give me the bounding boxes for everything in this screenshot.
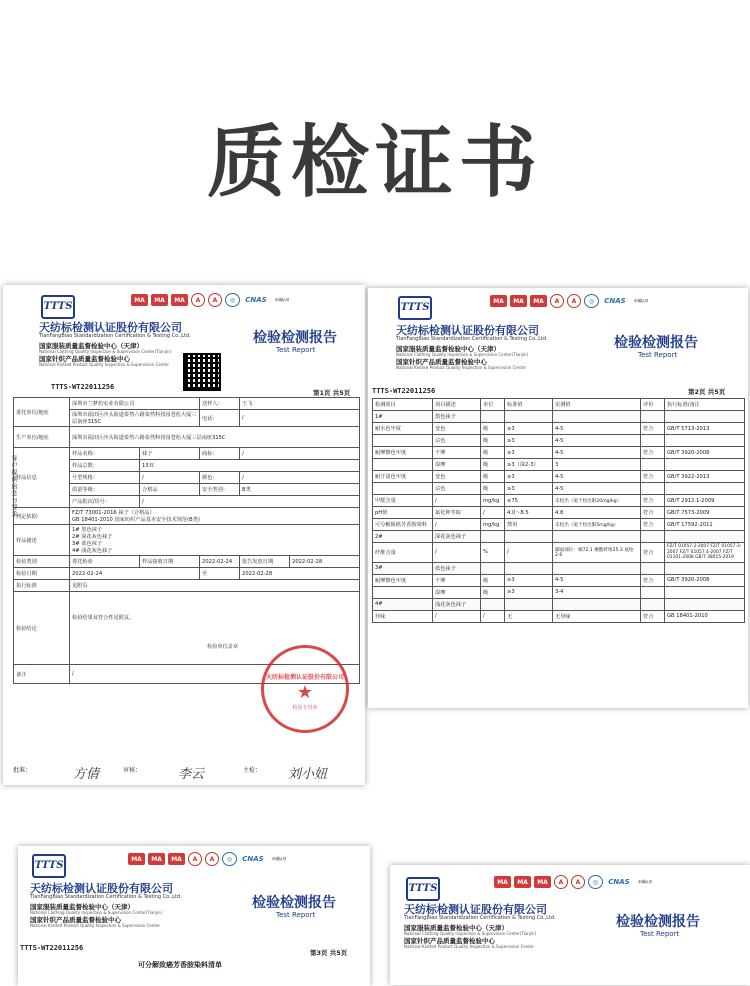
cal-mark-icon: A — [550, 294, 564, 308]
center-name-1-en: National Clothing Quality Inspection & Supervision Center(Tianjin) — [404, 931, 537, 936]
table-cell: 2# — [373, 531, 433, 543]
total-label: 样品总数： — [70, 460, 140, 472]
cma-mark-icon: MA — [534, 876, 551, 888]
center-name-1-en: National Clothing Quality Inspection & Supervision Center(Tianjin) — [396, 352, 529, 357]
center-name-2: 国家针织产品质量监督检验中心 — [396, 358, 487, 366]
cma-mark-icon: MA — [128, 853, 145, 865]
table-cell: GB/T 2912.1-2009 — [665, 495, 745, 507]
table-cell: 级 — [481, 423, 505, 435]
report-page-1 — [3, 285, 365, 785]
remark-label: 备注 — [14, 665, 70, 684]
table-cell: 甲醛含量 — [373, 495, 433, 507]
table-row — [373, 435, 745, 447]
table-cell: 4-5 — [553, 435, 641, 447]
cal-mark-icon: A — [554, 875, 568, 889]
table-row — [373, 483, 745, 495]
company-name-en: TianFangBiao Standardization Certification & Testing Co.,Ltd. — [404, 915, 556, 921]
table-cell: 符合 — [641, 574, 665, 586]
table-cell: 3# — [373, 562, 433, 574]
table-cell — [505, 531, 553, 543]
company-name-en: TianFangBiao Standardization Certification & Testing Co.,Ltd. — [30, 894, 182, 900]
table-cell — [641, 435, 665, 447]
report-number: TTTS-WT22011256 — [20, 944, 84, 952]
report-page-2 — [368, 288, 748, 708]
table-row — [373, 495, 745, 507]
table-row — [373, 411, 745, 423]
table-cell — [373, 435, 433, 447]
table-cell: / — [433, 519, 481, 531]
table-cell: 级 — [481, 435, 505, 447]
conclusion-label: 检验结论 — [14, 592, 70, 665]
table-cell: 湿摩 — [433, 586, 481, 598]
receive-label: 样品接收日期 — [140, 556, 200, 568]
table-cell: 级 — [481, 459, 505, 471]
table-cell — [505, 411, 553, 423]
company-name: 天纺标检测认证股份有限公司 — [404, 903, 547, 916]
center-name-2-en: National Knitted Product Quality Inspection & Supervision Center — [396, 365, 527, 370]
table-cell: ≤75 — [505, 495, 553, 507]
table-cell — [373, 586, 433, 598]
center-name-1: 国家服装质量监督检验中心（天津） — [30, 903, 134, 911]
table-row — [373, 531, 745, 543]
cert-marks — [494, 875, 655, 889]
center-name-2-en: National Knitted Product Quality Inspection & Supervision Center — [404, 944, 535, 949]
producer-value: 深圳市福田区沙头街道泰然六路泰然科技园苍松大厦三层南座315C — [70, 427, 360, 448]
table-cell — [641, 531, 665, 543]
ttts-logo: TTTS — [406, 877, 440, 901]
cma-mark-icon: MA — [530, 295, 547, 307]
report-form-table — [13, 397, 360, 684]
table-cell: 脚面部位：棉72.1 聚酯纤维25.3 氨纶2.6 — [553, 543, 641, 563]
report-subtitle: Test Report — [276, 346, 316, 354]
cal-mark-icon: A — [188, 852, 202, 866]
table-cell: ≥3 — [505, 586, 553, 598]
phone-value: / — [240, 410, 360, 427]
center-name-2-en: National Knitted Product Quality Inspection & Supervision Center — [30, 923, 161, 928]
table-cell — [665, 598, 745, 610]
table-cell: 变色 — [433, 471, 481, 483]
safety-label: 安全类别： — [200, 484, 240, 496]
table-cell: 4-5 — [553, 471, 641, 483]
page-number: 第1页 共5页 — [313, 389, 351, 397]
table-cell: 符合 — [641, 471, 665, 483]
cert-marks — [490, 294, 651, 308]
center-name-1: 国家服装质量监督检验中心（天津） — [39, 342, 143, 350]
table-cell: 4-5 — [553, 483, 641, 495]
cnas-mark-icon: CNAS — [602, 295, 628, 307]
table-cell: ≥3 — [505, 447, 553, 459]
table-cell — [553, 411, 641, 423]
table-cell: 4-5 — [553, 447, 641, 459]
table-cell: 深花灰色袜子 — [433, 531, 481, 543]
table-cell: GB/T 3922-2013 — [665, 471, 745, 483]
table-cell: ≥3 — [505, 435, 553, 447]
cma-mark-icon: MA — [131, 294, 148, 306]
table-cell: 级 — [481, 586, 505, 598]
remark: / — [70, 665, 360, 684]
table-cell: 符合 — [641, 447, 665, 459]
ilac-mark-icon: ◎ — [584, 294, 599, 308]
table-cell: 级 — [481, 447, 505, 459]
cal-mark-icon: A — [571, 875, 585, 889]
table-cell — [641, 459, 665, 471]
table-cell: mg/kg — [481, 495, 505, 507]
table-row — [373, 459, 745, 471]
table-cell — [481, 531, 505, 543]
table-cell: 级 — [481, 483, 505, 495]
report-date-label: 报告发放日期 — [240, 556, 290, 568]
table-cell: 4# — [373, 598, 433, 610]
table-cell: / — [505, 543, 553, 563]
report-page-3 — [18, 846, 370, 986]
cma-mark-icon: MA — [514, 876, 531, 888]
table-cell: 沾色 — [433, 435, 481, 447]
table-cell — [481, 411, 505, 423]
cert-marks — [128, 852, 289, 866]
cma-mark-icon: MA — [494, 876, 511, 888]
total: 13双 — [140, 460, 360, 472]
batch: / — [140, 496, 360, 508]
center-name-1: 国家服装质量监督检验中心（天津） — [404, 924, 508, 932]
table-cell: mg/kg — [481, 519, 505, 531]
table-cell — [665, 531, 745, 543]
receive-date: 2022-02-24 — [200, 556, 240, 568]
sender-label: 送样人： — [200, 398, 240, 410]
cnas-mark-icon: CNAS — [243, 294, 269, 306]
table-cell — [641, 483, 665, 495]
table-cell: ≥3 — [505, 471, 553, 483]
cnas-mark-icon: CNAS — [240, 853, 266, 865]
table-cell: 干摩 — [433, 574, 481, 586]
table-cell — [641, 411, 665, 423]
cnas-mark-icon: CNAS — [606, 876, 632, 888]
table-row — [373, 574, 745, 586]
report-number: TTTS-WT22011256 — [372, 387, 436, 395]
header-cell: 检测项目 — [373, 399, 433, 411]
table-cell: 符合 — [641, 423, 665, 435]
table-cell: 无异味 — [553, 610, 641, 622]
seal-label: 检验单位盖章 — [207, 644, 239, 650]
table-cell: / — [433, 610, 481, 622]
table-cell: / — [481, 610, 505, 622]
cma-mark-icon: MA — [168, 853, 185, 865]
table-cell: 耐摩擦色牢度 — [373, 574, 433, 586]
report-number: TTTS-WT22011256 — [51, 383, 115, 391]
table-cell: 4-5 — [553, 574, 641, 586]
accreditation-mark-icon: 中国认可 — [638, 879, 652, 884]
cal-mark-icon: A — [567, 294, 581, 308]
header-cell: 实测值 — [553, 399, 641, 411]
table-row — [373, 471, 745, 483]
client-label: 委托单位/地址 — [14, 398, 70, 427]
table-cell: GB/T 3920-2008 — [665, 447, 745, 459]
company-name: 天纺标检测认证股份有限公司 — [30, 882, 173, 895]
check-date-to: 2022-02-28 — [240, 568, 360, 580]
table-cell: 4-5 — [553, 423, 641, 435]
header-cell: 执行标准/备注 — [665, 399, 745, 411]
desc-value — [70, 525, 360, 556]
report-title: 检验检测报告 — [616, 914, 700, 930]
table-cell: 蓝色袜子 — [433, 562, 481, 574]
table-row — [373, 586, 745, 598]
sample-info-label: 样品信息 — [14, 448, 70, 508]
table-cell: 未检出（低于检出限20mg/kg） — [553, 495, 641, 507]
center-name-2: 国家针织产品质量监督检验中心 — [39, 355, 130, 363]
company-name: 天纺标检测认证股份有限公司 — [39, 321, 182, 334]
ttts-logo: TTTS — [41, 295, 75, 319]
report-date: 2022-02-28 — [290, 556, 360, 568]
header-cell: 标准值 — [505, 399, 553, 411]
report-subtitle: Test Report — [640, 930, 680, 938]
table-row — [373, 447, 745, 459]
accreditation-mark-icon: 中国认可 — [272, 856, 286, 861]
table-cell: 氯化钾萃取 — [433, 507, 481, 519]
phone-label: 电话： — [200, 410, 240, 427]
table-cell: 3 — [553, 459, 641, 471]
official-stamp — [261, 645, 349, 733]
table-cell: 纤维含量 — [373, 543, 433, 563]
table-cell — [665, 483, 745, 495]
table-cell: 符合 — [641, 507, 665, 519]
table-cell: 湿摩 — [433, 459, 481, 471]
ilac-mark-icon: ◎ — [588, 875, 603, 889]
table-cell: 变色 — [433, 423, 481, 435]
accreditation-mark-icon: 中国认可 — [634, 298, 648, 303]
table-cell: GB 18401-2010 — [665, 610, 745, 622]
table-cell: 级 — [481, 471, 505, 483]
table-cell — [481, 598, 505, 610]
table-cell: 4.8 — [553, 507, 641, 519]
table-cell: 可分解致癌芳香胺染料 — [373, 519, 433, 531]
table-cell: 符合 — [641, 495, 665, 507]
cma-mark-icon: MA — [151, 294, 168, 306]
table-cell — [665, 459, 745, 471]
report-subtitle: Test Report — [638, 351, 678, 359]
table-cell — [641, 598, 665, 610]
check-date-from: 2022-02-24 — [70, 568, 200, 580]
sample-name: 袜子 — [140, 448, 200, 460]
table-row — [373, 543, 745, 563]
desc-label: 样品描述 — [14, 525, 70, 556]
trademark: / — [240, 448, 360, 460]
cert-marks — [131, 293, 292, 307]
inspector-label: 主检： — [243, 767, 262, 774]
header-cell: 单位 — [481, 399, 505, 411]
table-cell: 耐汗渍色牢度 — [373, 471, 433, 483]
sender-value: 王飞 — [240, 398, 360, 410]
table-cell: 干摩 — [433, 447, 481, 459]
report-title: 检验检测报告 — [253, 330, 337, 346]
qr-code-icon — [183, 353, 221, 391]
grade-label: 质量等级： — [70, 484, 140, 496]
desc-line: 3# 蓝色袜子 — [72, 541, 103, 547]
client-value: 深圳市兰梦坊实业有限公司 — [70, 398, 200, 410]
table-cell: 1# — [373, 411, 433, 423]
check-type-label: 检验类别 — [14, 556, 70, 568]
check-type: 委托检验 — [70, 556, 140, 568]
table-cell: / — [433, 495, 481, 507]
approve-label: 批准： — [13, 767, 32, 774]
standard-line: GB 18401-2010 国家纺织产品基本安全技术规范(B类) — [72, 517, 200, 523]
table-cell — [641, 562, 665, 574]
table-cell: GB/T 3920-2008 — [665, 574, 745, 586]
trademark-label: 商标： — [200, 448, 240, 460]
table-cell: GB/T 17592-2011 — [665, 519, 745, 531]
page-number: 第2页 共5页 — [688, 388, 726, 396]
stamp-text: 天纺标检测认证股份有限公司 — [265, 674, 344, 681]
table-cell: % — [481, 543, 505, 563]
table-cell — [665, 562, 745, 574]
desc-line: 2# 深花灰色袜子 — [72, 534, 113, 540]
standard-label: 判定依据： — [14, 508, 70, 525]
company-name: 天纺标检测认证股份有限公司 — [396, 324, 539, 337]
table-cell: 3-4 — [553, 586, 641, 598]
safety: B类 — [240, 484, 360, 496]
check-date-label: 检验日期 — [14, 568, 70, 580]
table-row — [373, 519, 745, 531]
table-cell — [505, 598, 553, 610]
table-cell — [553, 562, 641, 574]
table-cell: 黑色袜子 — [433, 411, 481, 423]
header-cell: 评价 — [641, 399, 665, 411]
review-signature: 李云 — [178, 767, 205, 782]
table-cell — [665, 411, 745, 423]
page-headline: 质检证书 — [206, 118, 543, 208]
accreditation-mark-icon: 中国认可 — [275, 297, 289, 302]
table-row — [373, 507, 745, 519]
cma-mark-icon: MA — [171, 294, 188, 306]
ttts-logo: TTTS — [32, 854, 66, 878]
ilac-mark-icon: ◎ — [225, 293, 240, 307]
table-cell: ≥3 — [505, 483, 553, 495]
table-cell: 符合 — [641, 543, 665, 563]
cal-mark-icon: A — [208, 293, 222, 307]
table-cell: FZ/T 01057.2-2007 FZ/T 01057.3-2007 FZ/T 01057.4-2007 FZ/T 01101-2008 GB/T 38015-2019 — [665, 543, 745, 563]
table-row — [373, 610, 745, 622]
report-page-4 — [390, 865, 750, 985]
grade: 合格品 — [140, 484, 200, 496]
center-name-2: 国家针织产品质量监督检验中心 — [404, 937, 495, 945]
ilac-mark-icon: ◎ — [222, 852, 237, 866]
table-cell — [373, 483, 433, 495]
center-name-2: 国家针织产品质量监督检验中心 — [30, 916, 121, 924]
check-date-to-label: 至 — [200, 568, 240, 580]
cma-mark-icon: MA — [510, 295, 527, 307]
conclusion-text: 检验结果及符合性见附页。 — [72, 615, 135, 621]
inspector-signature: 刘小妞 — [288, 767, 328, 782]
company-name-en: TianFangBiao Standardization Certification & Testing Co.,Ltd. — [396, 336, 548, 342]
cma-mark-icon: MA — [148, 853, 165, 865]
table-cell: 级 — [481, 574, 505, 586]
header-cell: 项目描述 — [433, 399, 481, 411]
cma-mark-icon: MA — [490, 295, 507, 307]
report-subtitle: Test Report — [276, 911, 316, 919]
report-title: 检验检测报告 — [252, 895, 336, 911]
table-cell: / — [481, 507, 505, 519]
center-name-2-en: National Knitted Product Quality Inspection & Supervision Center — [39, 362, 170, 367]
sample-name-label: 样品名称： — [70, 448, 140, 460]
side-label: 客户提供信息与要求 — [10, 455, 17, 518]
table-cell: 未检出（低于检出限5mg/kg） — [553, 519, 641, 531]
table-cell: 异味 — [373, 610, 433, 622]
results-header-row — [373, 399, 745, 411]
report-title: 检验检测报告 — [614, 335, 698, 351]
table-cell: 符合 — [641, 610, 665, 622]
model: / — [140, 472, 200, 484]
table-cell: 耐水色牢度 — [373, 423, 433, 435]
approve-signature: 方倩 — [73, 767, 100, 782]
table-cell: 浅花灰色袜子 — [433, 598, 481, 610]
company-name-en: TianFangBiao Standardization Certification & Testing Co.,Ltd. — [39, 333, 191, 339]
env-label: 执行标准 — [14, 580, 70, 592]
results-table — [372, 398, 745, 623]
table-cell: 符合 — [641, 519, 665, 531]
table-cell — [505, 562, 553, 574]
table-cell — [553, 598, 641, 610]
table-cell: 沾色 — [433, 483, 481, 495]
amine-list-caption: 可分解致癌芳香胺染料清单 — [138, 961, 222, 969]
center-name-1-en: National Clothing Quality Inspection & Supervision Center(Tianjin) — [30, 910, 163, 915]
desc-line: 1# 黑色袜子 — [72, 527, 103, 533]
table-cell: ≥3（深2-3） — [505, 459, 553, 471]
review-label: 审核： — [123, 767, 142, 774]
center-name-1-en: National Clothing Quality Inspection & Supervision Center(Tianjin) — [39, 349, 172, 354]
table-row — [373, 562, 745, 574]
table-cell: ≥3 — [505, 574, 553, 586]
standard-value — [70, 508, 360, 525]
table-cell — [641, 586, 665, 598]
desc-line: 4# 浅花灰色袜子 — [72, 548, 113, 554]
table-cell: 耐摩擦色牢度 — [373, 447, 433, 459]
table-cell — [665, 586, 745, 598]
table-cell — [553, 531, 641, 543]
color: / — [240, 472, 360, 484]
cal-mark-icon: A — [205, 852, 219, 866]
table-cell: 4.0～8.5 — [505, 507, 553, 519]
page-number: 第3页 共5页 — [310, 949, 348, 957]
stamp-star-icon: ★ — [296, 682, 314, 703]
table-cell: GB/T 5713-2013 — [665, 423, 745, 435]
ttts-logo: TTTS — [398, 296, 432, 320]
center-name-1: 国家服装质量监督检验中心（天津） — [396, 345, 500, 353]
model-label: 号型规格： — [70, 472, 140, 484]
table-cell — [373, 459, 433, 471]
env: 见附页 — [70, 580, 360, 592]
client-address: 深圳市福田区沙头街道泰然六路泰然科技园苍松大厦三层南座315C — [70, 410, 200, 427]
table-cell: GB/T 7573-2009 — [665, 507, 745, 519]
table-cell: / — [433, 543, 481, 563]
table-cell: 禁用 — [505, 519, 553, 531]
standard-line: FZ/T 73001-2016 袜子（合格品） — [72, 510, 155, 516]
producer-label: 生产单位/地址 — [14, 427, 70, 448]
table-cell — [665, 435, 745, 447]
cal-mark-icon: A — [191, 293, 205, 307]
table-row — [373, 598, 745, 610]
table-cell: pH值 — [373, 507, 433, 519]
batch-label: 产品批次/货号： — [70, 496, 140, 508]
table-cell: 无 — [505, 610, 553, 622]
table-cell: ≥3 — [505, 423, 553, 435]
table-cell — [481, 562, 505, 574]
color-label: 颜色： — [200, 472, 240, 484]
stamp-sub: 检验专用章 — [292, 705, 318, 711]
table-row — [373, 423, 745, 435]
